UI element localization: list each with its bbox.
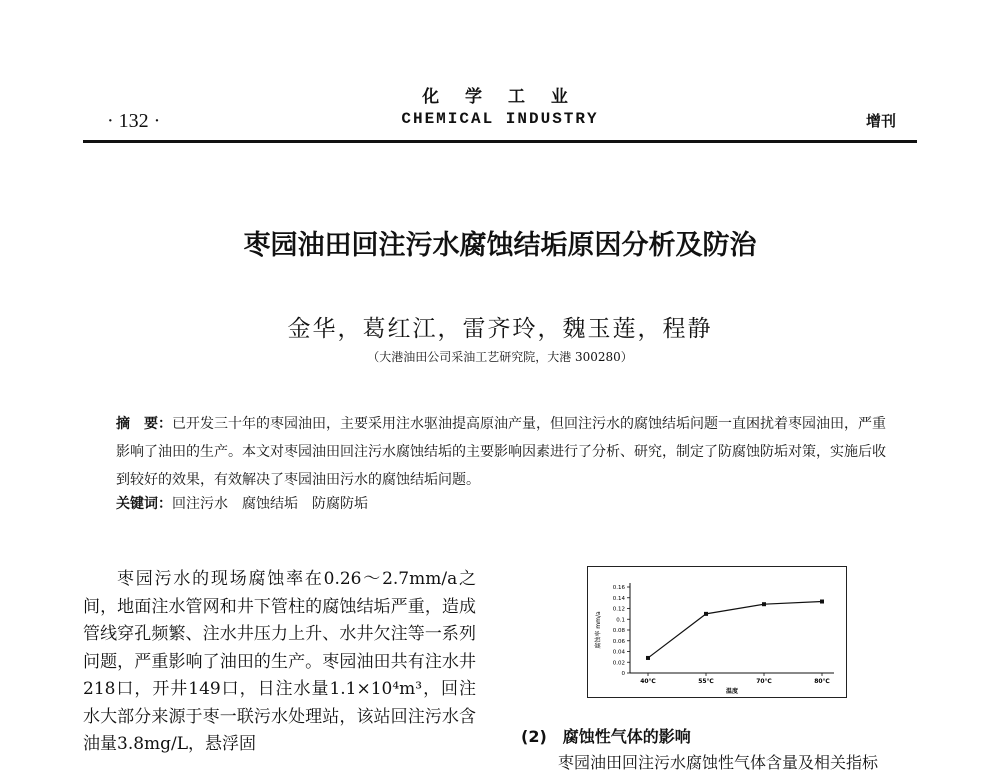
section-text: 枣园油田回注污水腐蚀性气体含量及相关指标 [558,753,879,772]
article-title: 枣园油田回注污水腐蚀结垢原因分析及防治 [243,230,757,261]
data-point [646,656,650,660]
keywords [116,493,368,513]
abstract [116,410,886,494]
body-paragraph: 枣园污水的现场腐蚀率在0.26～2.7mm/a之间，地面注水管网和井下管柱的腐蚀结垢严重，造成管线穿孔频繁、注水井压力上升、水井欠注等一系列问题，严重影响了油田的生产。枣园油田共有注水井218口，开井149口，日注水量1.1×10⁴m³，回注水大部分来源于枣一联污水处理站，该站回注污水含油量3.8mg/L，悬浮固 [83,569,476,754]
data-point [820,600,824,604]
author-list: 金华，葛红江，雷齐玲，魏玉莲，程静 [287,316,713,342]
y-tick-label: 0.04 [612,649,625,656]
abstract-text: 已开发三十年的枣园油田，主要采用注水驱油提高原油产量，但回注污水的腐蚀结垢问题一直困扰着枣园油田，严重影响了油田的生产。本文对枣园油田回注污水腐蚀结垢的主要影响因素进行了分析、研究，制定了防腐蚀防垢对策，实施后收到较好的效果，有效解决了枣园油田污水的腐蚀结垢问题。 [116,416,886,488]
issue-label: 增刊 [866,112,897,130]
x-tick-label: 40℃ [640,678,656,685]
page-number: · 132 · [107,110,161,132]
y-tick-label: 0.1 [616,617,625,624]
x-tick-label: 70℃ [756,678,772,685]
journal-name-en: CHEMICAL INDUSTRY [401,110,599,128]
y-tick-label: 0.12 [612,606,625,613]
chart-svg [588,567,846,697]
y-tick-label: 0.14 [612,595,625,602]
section-heading: (2) 腐蚀性气体的影响 [521,727,691,746]
keywords-text: 回注污水 腐蚀结垢 防腐防垢 [172,496,368,512]
y-tick-label: 0.08 [612,628,625,634]
data-point [762,602,766,606]
y-tick-label: 0.06 [612,638,625,645]
corrosion-rate-chart [587,566,847,698]
y-tick-label: 0.16 [612,585,625,591]
header-rule [83,140,917,143]
affiliation: （大港油田公司采油工艺研究院，大港 300280） [367,350,633,364]
series-line [648,602,822,658]
y-tick-label: 0 [621,671,625,677]
abstract-label: 摘 要： [116,416,172,432]
data-point [704,612,708,616]
y-tick-label: 0.02 [612,660,625,667]
y-axis-label: 腐蚀率 mm/a [595,611,602,649]
x-axis-label: 温度 [725,688,739,695]
journal-name-cn: 化 学 工 业 [422,87,578,107]
keywords-label: 关键词： [116,496,172,512]
x-tick-label: 55℃ [698,678,714,685]
x-tick-label: 80℃ [814,678,830,685]
